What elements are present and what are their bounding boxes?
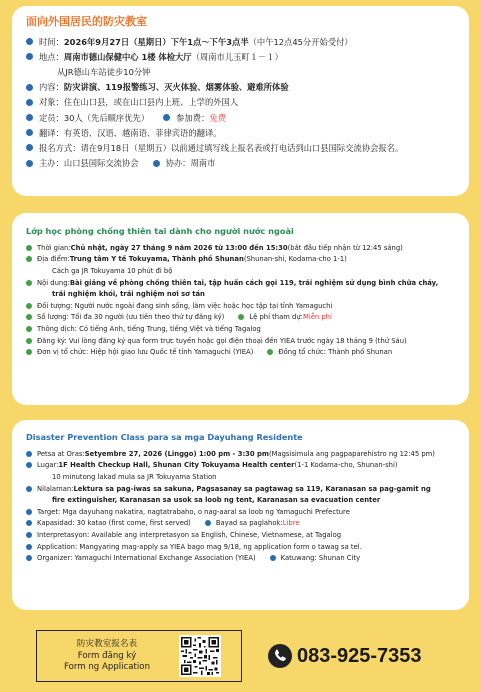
bullet-icon [26, 520, 32, 526]
host-text: Đơn vị tổ chức: Hiệp hội giao lưu Quốc tế tỉnh Yamaguchi (YIEA) [37, 348, 254, 357]
bullet-icon [153, 160, 160, 167]
phone-number[interactable]: 083-925-7353 [297, 645, 422, 667]
bullet-icon [26, 462, 32, 468]
content-value: Lektura sa pag-iwas sa sakuna, Pagsasanay sa pagtawag sa 119, Karanasan sa pag-gamit ng [73, 484, 431, 493]
content-label: Nilalaman: [37, 484, 74, 493]
translation-text: Thông dịch: Có tiếng Anh, tiếng Trung, tiếng Việt và tiếng Tagalog [37, 324, 261, 333]
fee-value: Libre [282, 519, 300, 528]
place-label: Địa điểm: [37, 255, 70, 264]
bullet-icon [26, 129, 33, 136]
cohost-text: Katuwang: Shunan City [280, 554, 361, 563]
content-value: Bài giảng về phòng chống thiên tai, tập huấn cách gọi 119, trải nghiệm sử dụng bình chữa cháy, [69, 278, 439, 287]
content-label: 内容： [39, 82, 64, 93]
access-text: Cách ga JR Tokuyama 10 phút đi bộ [52, 266, 173, 275]
bullet-icon [26, 144, 33, 151]
place-label: 地点： [39, 51, 64, 62]
cohost-text: 协办：周南市 [165, 158, 216, 169]
apply-row [26, 140, 457, 155]
target-text: Target: Mga dayuhang nakatira, nagtatrabaho, o nag-aaral sa loob ng Yamaguchi Prefecture [37, 507, 350, 516]
capacity-row [26, 312, 459, 324]
translation-row [26, 529, 459, 541]
capacity-row [26, 110, 457, 125]
translation-row [26, 125, 457, 140]
place-value: Trung tâm Y tế Tokuyama, Thành phố Shunan [69, 255, 244, 264]
place-row [26, 49, 457, 64]
place-label: Lugar: [37, 461, 59, 470]
tagalog-section [12, 420, 469, 610]
time-label: Petsa at Oras: [37, 449, 85, 458]
place-value: 1F Health Checkup Hall, Shunan City Tokuyama Health center [58, 461, 295, 470]
time-row [26, 448, 459, 460]
time-value: 2026年9月27日（星期日）下午1点～下午3点半 [63, 36, 249, 47]
bullet-icon [205, 520, 211, 526]
target-text: 对象：住在山口县，或在山口县内上班、上学的外国人 [39, 97, 239, 108]
host-text: 主办：山口县国际交流协会 [39, 158, 139, 169]
content-row [26, 277, 459, 289]
fee-value: 免费 [209, 112, 226, 123]
apply-row [26, 335, 459, 347]
time-row [26, 242, 459, 254]
host-row [26, 346, 459, 358]
section-title: Disaster Prevention Class para sa mga Dayuhang Residente [26, 432, 303, 442]
apply-row [26, 541, 459, 553]
application-form-box[interactable] [36, 630, 242, 682]
content-value: 防灾讲演、119报警练习、灭火体验、烟雾体验、避难所体验 [63, 82, 289, 93]
target-row [26, 95, 457, 110]
target-row [26, 300, 459, 312]
content-value: trải nghiệm khói, trải nghiệm nơi sơ tán [52, 290, 205, 299]
section-title: 面向外国居民的防灾教室 [26, 15, 147, 28]
translation-text: Interpretasyon: Available ang interpretasyon sa English, Chinese, Vietnamese, at Tagalog [37, 530, 342, 539]
capacity-text: Số lượng: Tối đa 30 người (ưu tiên theo thứ tự đăng ký) [37, 313, 225, 322]
bullet-icon [26, 349, 32, 355]
capacity-text: Kapasidad: 30 katao (first come, first served) [37, 519, 191, 528]
bullet-icon [26, 555, 32, 561]
time-row [26, 34, 457, 49]
apply-text: 报名方式：请在9月18日（星期五）以前通过填写线上报名表或打电话到山口县国际交流协会报名。 [39, 142, 404, 153]
access-text: 10 minutong lakad mula sa JR Tokuyama Station [52, 472, 217, 481]
content-row-continued [26, 288, 459, 300]
fee-label: Lệ phí tham dự: [249, 313, 303, 322]
bullet-icon [26, 99, 33, 106]
place-address: (1-1 Kodama-cho, Shunan-shi) [294, 461, 398, 470]
form-labels [43, 639, 171, 674]
content-label: Nội dung: [37, 278, 70, 287]
bullet-icon [267, 349, 273, 355]
bullet-icon [163, 114, 170, 121]
translation-row [26, 323, 459, 335]
time-note: （中午12点45分开始受付） [248, 36, 353, 47]
host-row [26, 552, 459, 564]
content-value: fire extinguisher, Karanasan sa usok sa loob ng tent, Karanasan sa evacuation center [52, 496, 381, 505]
bullet-icon [26, 84, 33, 91]
bullet-icon [26, 160, 33, 167]
chinese-section [12, 6, 469, 196]
place-address: （周南市儿玉町１－１） [191, 51, 283, 62]
bullet-icon [26, 338, 32, 344]
bullet-icon [270, 555, 276, 561]
time-label: 时间： [39, 36, 64, 47]
fee-label: Bayad sa paglahok: [215, 519, 283, 528]
host-row [26, 156, 457, 171]
target-row [26, 506, 459, 518]
bullet-icon [26, 114, 33, 121]
bullet-icon [26, 38, 33, 45]
place-row [26, 254, 459, 266]
place-value: 周南市德山保健中心 1楼 体检大厅 [63, 51, 192, 62]
apply-text: Application: Mangyaring mag-apply sa YIEA bago mag 9/18, ng application form o tawag sa tel. [37, 542, 362, 551]
phone-icon [268, 644, 292, 668]
form-label-zh: 防灾教室报名表 [76, 639, 138, 649]
bullet-icon [26, 256, 32, 262]
bullet-icon [26, 509, 32, 515]
target-text: Đối tượng: Người nước ngoài đang sinh sống, làm việc hoặc học tập tại tỉnh Yamaguchi [37, 301, 333, 310]
place-address: (Shunan-shi, Kodama-cho 1-1) [243, 255, 347, 264]
time-note: (bắt đầu tiếp nhận từ 12:45 sáng) [287, 243, 403, 252]
time-value: Chủ nhật, ngày 27 tháng 9 năm 2026 từ 13:00 đến 15:30 [70, 243, 288, 252]
bullet-icon [26, 326, 32, 332]
content-row [26, 483, 459, 495]
qr-code-icon[interactable] [179, 635, 221, 677]
content-row [26, 80, 457, 95]
place-row [26, 460, 459, 472]
bullet-icon [26, 486, 32, 492]
bullet-icon [26, 53, 33, 60]
bullet-icon [26, 245, 32, 251]
translation-text: 翻译：有英语、汉语、越南语、菲律宾语的翻译。 [39, 127, 222, 138]
access-row [26, 265, 459, 277]
form-label-tl: Form ng Application [63, 662, 151, 672]
access-row [26, 64, 457, 79]
time-label: Thời gian: [37, 243, 71, 252]
bullet-icon [26, 451, 32, 457]
form-label-vi: Form đăng ký [77, 650, 137, 661]
bullet-icon [26, 314, 32, 320]
content-row-continued [26, 494, 459, 506]
vietnamese-section [12, 213, 469, 405]
fee-value: Miễn phí [302, 313, 332, 322]
apply-text: Đăng ký: Vui lòng đăng ký qua form trực tuyến hoặc gọi điện thoại đến YIEA trước ngày 18 tháng 9 (thứ Sáu) [37, 336, 407, 345]
bullet-icon [26, 280, 32, 286]
capacity-row [26, 518, 459, 530]
fee-label: 参加费： [176, 112, 210, 123]
access-text: 从JR德山车站徒步10分钟 [57, 66, 151, 77]
bullet-icon [26, 544, 32, 550]
access-row [26, 471, 459, 483]
bullet-icon [26, 303, 32, 309]
bullet-icon [26, 532, 32, 538]
time-value: Setyembre 27, 2026 (Linggo) 1:00 pm - 3:30 pm [84, 449, 269, 458]
time-note: (Magsisimula ang pagpaparehistro ng 12:45 pm) [268, 449, 435, 458]
section-title: Lớp học phòng chống thiên tai dành cho người nước ngoài [26, 226, 294, 236]
capacity-text: 定员：30人（先后顺序优先） [39, 112, 150, 123]
bullet-icon [238, 314, 244, 320]
host-text: Organizer: Yamaguchi International Exchange Association (YIEA) [37, 554, 256, 563]
cohost-text: Đồng tổ chức: Thành phố Shunan [278, 348, 393, 357]
